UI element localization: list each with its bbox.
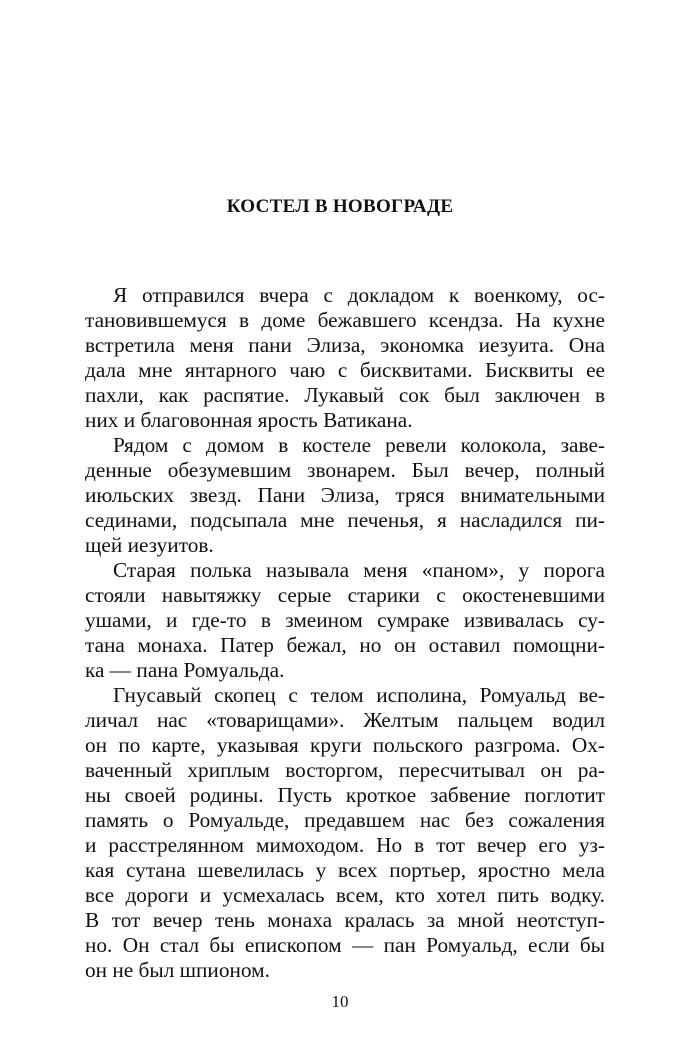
text-line: но. Он стал бы епископом — пан Ромуальд, если бы bbox=[85, 933, 605, 957]
text-line: тана монаха. Патер бежал, но он оставил помощни- bbox=[85, 633, 605, 657]
text-line: них и благовонная ярость Ватикана. bbox=[85, 408, 413, 432]
text-line: В тот вечер тень монаха кралась за мной неотступ- bbox=[85, 908, 605, 932]
text-line: Гнусавый скопец с телом исполина, Ромуальд ве- bbox=[113, 683, 605, 707]
text-line: личал нас «товарищами». Желтым пальцем водил bbox=[85, 708, 605, 732]
text-line: и расстрелянном мимоходом. Но в тот вечер его уз- bbox=[85, 833, 605, 857]
text-line: он по карте, указывая круги польского разгрома. Ох- bbox=[85, 733, 605, 757]
paragraph bbox=[85, 558, 605, 683]
paragraph bbox=[85, 283, 605, 433]
text-line: ушами, и где-то в змеином сумраке извивалась су- bbox=[85, 608, 605, 632]
paragraph bbox=[85, 433, 605, 558]
text-line: ваченный хриплым восторгом, пересчитывал он ра- bbox=[85, 758, 605, 782]
text-line: кая сутана шевелилась у всех портьер, яростно мела bbox=[85, 858, 605, 882]
text-line: стояли навытяжку серые старики с окостеневшими bbox=[85, 583, 605, 607]
text-line: Рядом с домом в костеле ревели колокола, заве- bbox=[113, 433, 605, 457]
chapter-title: КОСТЕЛ В НОВОГРАДЕ bbox=[226, 196, 454, 217]
paragraph bbox=[85, 683, 605, 983]
text-line: тановившемуся в доме бежавшего ксендза. На кухне bbox=[85, 308, 605, 332]
body-text bbox=[85, 283, 605, 983]
text-line: денные обезумевшим звонарем. Был вечер, полный bbox=[85, 458, 605, 482]
text-line: Старая полька называла меня «паном», у порога bbox=[113, 558, 605, 582]
text-line: ны своей родины. Пусть кроткое забвение поглотит bbox=[85, 783, 605, 807]
text-line: Я отправился вчера с докладом к военкому, ос- bbox=[113, 283, 605, 307]
text-line: все дороги и усмехалась всем, кто хотел пить водку. bbox=[85, 883, 605, 907]
page-number: 10 bbox=[331, 992, 349, 1011]
text-line: память о Ромуальде, предавшем нас без сожаления bbox=[85, 808, 605, 832]
text-line: дала мне янтарного чаю с бисквитами. Бисквиты ее bbox=[85, 358, 605, 382]
text-line: встретила меня пани Элиза, экономка иезуита. Она bbox=[85, 333, 605, 357]
text-line: щей иезуитов. bbox=[85, 533, 214, 557]
text-line: ка — пана Ромуальда. bbox=[85, 658, 285, 682]
text-line: июльских звезд. Пани Элиза, тряся внимательными bbox=[85, 483, 605, 507]
text-line: сединами, подсыпала мне печенья, я насладился пи- bbox=[85, 508, 605, 532]
text-line: пахли, как распятие. Лукавый сок был заключен в bbox=[85, 383, 605, 407]
text-line: он не был шпионом. bbox=[85, 958, 270, 982]
